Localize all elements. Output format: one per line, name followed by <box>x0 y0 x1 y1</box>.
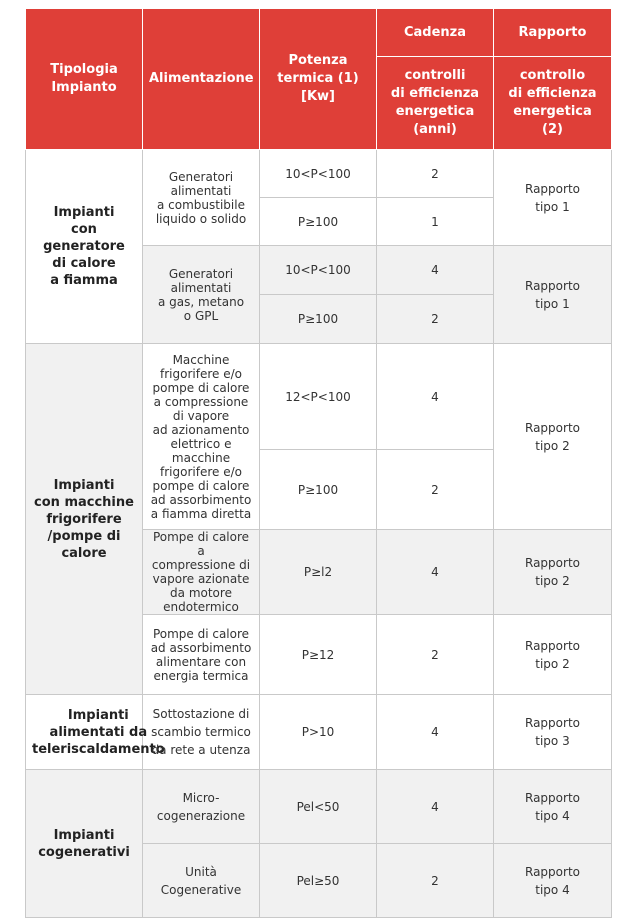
group-cogenerativi: Impianti cogenerativi <box>26 770 143 918</box>
potenza-cell: P≥12 <box>260 615 377 695</box>
header-rapporto: Rapporto <box>494 9 612 57</box>
rapporto-cell: Rapporto tipo 3 <box>494 695 612 770</box>
potenza-cell: P≥l2 <box>260 530 377 615</box>
cadenza-cell: 2 <box>377 615 494 695</box>
cadenza-cell: 2 <box>377 844 494 918</box>
potenza-cell: Pel<50 <box>260 770 377 844</box>
efficiency-table <box>25 8 612 918</box>
potenza-cell: P≥100 <box>260 450 377 530</box>
rapporto-cell: Rapporto tipo 2 <box>494 615 612 695</box>
header-rapporto-sub: controllo di efficienza energetica (2) <box>494 57 612 150</box>
cadenza-cell: 4 <box>377 246 494 295</box>
header-tipologia: Tipologia Impianto <box>26 9 143 150</box>
header-alimentazione: Alimentazione <box>143 9 260 150</box>
alimentazione-cell: Generatori alimentati a combustibile liquido o solido <box>143 150 260 246</box>
cadenza-cell: 4 <box>377 770 494 844</box>
alimentazione-cell: Pompe di calore ad assorbimento alimentare con energia termica <box>143 615 260 695</box>
group-frigo: Impianti con macchine frigorifere /pompe di calore <box>26 344 143 695</box>
rapporto-cell: Rapporto tipo 4 <box>494 770 612 844</box>
header-cadenza: Cadenza <box>377 9 494 57</box>
alimentazione-cell: Generatori alimentati a gas, metano o GPL <box>143 246 260 344</box>
potenza-cell: P≥100 <box>260 295 377 344</box>
alimentazione-cell: Unità Cogenerative <box>143 844 260 918</box>
potenza-cell: P>10 <box>260 695 377 770</box>
header-cadenza-sub: controlli di efficienza energetica (anni) <box>377 57 494 150</box>
rapporto-cell: Rapporto tipo 1 <box>494 150 612 246</box>
cadenza-cell: 2 <box>377 295 494 344</box>
potenza-cell: 10<P<100 <box>260 150 377 198</box>
cadenza-cell: 4 <box>377 695 494 770</box>
cadenza-cell: 4 <box>377 530 494 615</box>
potenza-cell: 10<P<100 <box>260 246 377 295</box>
rapporto-cell: Rapporto tipo 2 <box>494 530 612 615</box>
cadenza-cell: 2 <box>377 150 494 198</box>
alimentazione-cell: Macchine frigorifere e/o pompe di calore a compressione di vapore ad azionamento elettrico e macchine frigorifere e/o pompe di calore ad assorbimento a fiamma diretta <box>143 344 260 530</box>
potenza-cell: Pel≥50 <box>260 844 377 918</box>
rapporto-cell: Rapporto tipo 1 <box>494 246 612 344</box>
cadenza-cell: 1 <box>377 198 494 246</box>
header-potenza: Potenza termica (1) [Kw] <box>260 9 377 150</box>
cadenza-cell: 4 <box>377 344 494 450</box>
rapporto-cell: Rapporto tipo 4 <box>494 844 612 918</box>
rapporto-cell: Rapporto tipo 2 <box>494 344 612 530</box>
potenza-cell: 12<P<100 <box>260 344 377 450</box>
alimentazione-cell: Pompe di calore a compressione di vapore azionate da motore endotermico <box>143 530 260 615</box>
group-teleriscaldamento: Impianti alimentati da teleriscaldamento <box>26 695 143 770</box>
alimentazione-cell: Sottostazione di scambio termico da rete a utenza <box>143 695 260 770</box>
cadenza-cell: 2 <box>377 450 494 530</box>
potenza-cell: P≥100 <box>260 198 377 246</box>
group-fiamma: Impianti con generatore di calore a fiamma <box>26 150 143 344</box>
alimentazione-cell: Micro- cogenerazione <box>143 770 260 844</box>
